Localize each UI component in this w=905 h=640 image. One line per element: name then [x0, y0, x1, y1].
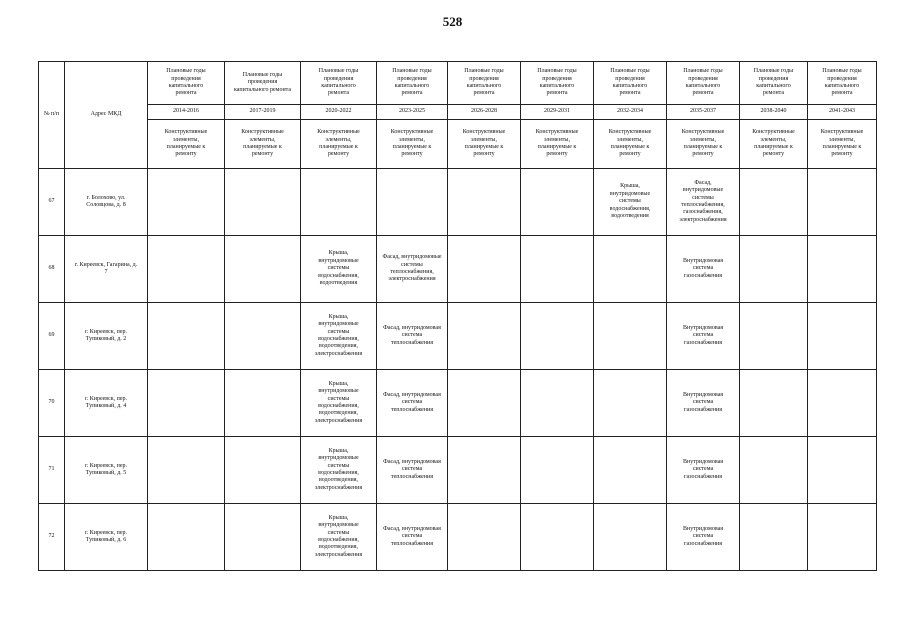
plan-years-header: Плановые годы проведения капитального ремонта	[464, 68, 504, 97]
repair-cell	[521, 303, 594, 370]
period-header: 2014-2016	[148, 105, 225, 120]
table-row	[39, 169, 877, 236]
repair-cell	[225, 236, 301, 303]
repair-cell	[808, 169, 877, 236]
repair-cell	[448, 236, 521, 303]
repair-cell	[594, 370, 667, 437]
repair-elements-text: Фасад, внутридомовая система теплоснабжения	[383, 458, 441, 480]
repair-cell	[301, 370, 377, 437]
repair-elements-text: Внутридомовая система газоснабжения	[682, 324, 724, 346]
repair-cell	[740, 303, 808, 370]
period-header: 2023-2025	[377, 105, 448, 120]
repair-elements-text: Фасад, внутридомовая система теплоснабжения	[383, 525, 441, 547]
repair-cell	[667, 370, 740, 437]
repair-elements-text: Крыша, внутридомовые системы водоснабжения, водоотведения	[609, 183, 651, 220]
address-text: г. Болохово, ул. Соловцова, д. 8	[86, 194, 126, 208]
row-address	[65, 504, 148, 571]
table-header	[39, 62, 877, 169]
repair-cell	[301, 437, 377, 504]
repair-cell	[301, 169, 377, 236]
repair-cell	[594, 169, 667, 236]
repair-elements-text: Крыша, внутридомовые системы водоснабжения, водоотведения, электроснабжения	[314, 514, 363, 558]
period-header: 2032-2034	[594, 105, 667, 120]
row-number: 69	[39, 303, 65, 370]
repair-cell	[448, 504, 521, 571]
repair-cell	[740, 370, 808, 437]
repair-cell	[301, 303, 377, 370]
repair-cell	[667, 236, 740, 303]
address-text: г. Киреевск, пер. Тупиковый, д. 2	[84, 328, 128, 342]
repair-cell	[448, 370, 521, 437]
repair-cell	[667, 303, 740, 370]
repair-cell	[448, 303, 521, 370]
repair-cell	[594, 236, 667, 303]
table-row	[39, 437, 877, 504]
repair-cell	[740, 437, 808, 504]
page-number: 528	[442, 14, 463, 29]
repair-elements-text: Фасад, внутридомовая система теплоснабжения	[383, 324, 441, 346]
plan-years-header: Плановые годы проведения капитального ремонта	[233, 71, 292, 93]
elements-header: Конструктивные элементы, планируемые к ремонту	[608, 129, 652, 158]
repair-cell	[225, 303, 301, 370]
repair-cell	[301, 236, 377, 303]
address-text: г. Киреевск, пер. Тупиковый, д. 4	[84, 395, 128, 409]
capital-repair-table	[38, 61, 877, 571]
plan-years-header: Плановые годы проведения капитального ремонта	[318, 68, 359, 97]
plan-years-header: Плановые годы проведения капитального ремонта	[392, 68, 432, 97]
elements-header: Конструктивные элементы, планируемые к ремонту	[820, 129, 864, 158]
repair-cell	[377, 370, 448, 437]
repair-cell	[148, 303, 225, 370]
elements-header: Конструктивные элементы, планируемые к ремонту	[752, 129, 795, 158]
repair-cell	[594, 303, 667, 370]
plan-years-header: Плановые годы проведения капитального ремонта	[822, 68, 862, 97]
repair-cell	[740, 169, 808, 236]
period-header: 2020-2022	[301, 105, 377, 120]
row-number: 70	[39, 370, 65, 437]
repair-cell	[148, 437, 225, 504]
period-header: 2035-2037	[667, 105, 740, 120]
repair-cell	[377, 437, 448, 504]
row-address	[65, 370, 148, 437]
table-row	[39, 303, 877, 370]
repair-cell	[594, 504, 667, 571]
repair-cell	[521, 437, 594, 504]
repair-cell	[148, 169, 225, 236]
repair-elements-text: Крыша, внутридомовые системы водоснабжения, водоотведения, электроснабжения	[314, 313, 363, 357]
row-address	[65, 169, 148, 236]
period-header: 2029-2031	[521, 105, 594, 120]
column-header-address: Адрес МКД	[65, 62, 148, 169]
repair-cell	[148, 504, 225, 571]
elements-header: Конструктивные элементы, планируемые к ремонту	[390, 129, 434, 158]
repair-elements-text: Крыша, внутридомовые системы водоснабжения, водоотведения, электроснабжения	[314, 447, 363, 491]
row-address	[65, 303, 148, 370]
address-text: г. Киреевск, пер. Тупиковый, д. 6	[84, 529, 128, 543]
table-row	[39, 236, 877, 303]
repair-elements-text: Внутридомовая система газоснабжения	[682, 458, 724, 480]
repair-cell	[448, 437, 521, 504]
elements-header: Конструктивные элементы, планируемые к ремонту	[241, 129, 284, 158]
repair-cell	[148, 370, 225, 437]
repair-elements-text: Фасад, внутридомовые системы теплоснабжения, электроснабжения	[382, 254, 442, 283]
plan-years-header: Плановые годы проведения капитального ремонта	[166, 68, 206, 97]
period-header: 2041-2043	[808, 105, 877, 120]
repair-cell	[808, 437, 877, 504]
repair-cell	[225, 437, 301, 504]
repair-cell	[225, 504, 301, 571]
repair-cell	[521, 370, 594, 437]
plan-years-header: Плановые годы проведения капитального ремонта	[537, 68, 577, 97]
plan-years-header: Плановые годы проведения капитального ремонта	[753, 68, 794, 97]
repair-cell	[301, 504, 377, 571]
table-body	[39, 169, 877, 571]
repair-cell	[521, 236, 594, 303]
row-number: 72	[39, 504, 65, 571]
repair-cell	[148, 236, 225, 303]
repair-cell	[667, 169, 740, 236]
table-row	[39, 504, 877, 571]
row-address	[65, 437, 148, 504]
repair-cell	[448, 169, 521, 236]
repair-cell	[225, 169, 301, 236]
table-row	[39, 370, 877, 437]
address-text: г. Киреевск, пер. Тупиковый, д. 5	[84, 462, 128, 476]
row-number: 68	[39, 236, 65, 303]
period-header: 2038-2040	[740, 105, 808, 120]
elements-header: Конструктивные элементы, планируемые к ремонту	[462, 129, 506, 158]
repair-elements-text: Внутридомовая система газоснабжения	[682, 391, 724, 413]
repair-cell	[808, 236, 877, 303]
row-address	[65, 236, 148, 303]
repair-cell	[667, 504, 740, 571]
repair-cell	[225, 370, 301, 437]
plan-years-header: Плановые годы проведения капитального ремонта	[610, 68, 650, 97]
row-number: 71	[39, 437, 65, 504]
elements-header: Конструктивные элементы, планируемые к ремонту	[535, 129, 579, 158]
repair-cell	[377, 236, 448, 303]
repair-cell	[740, 504, 808, 571]
repair-cell	[808, 370, 877, 437]
period-header: 2026-2028	[448, 105, 521, 120]
repair-elements-text: Фасад, внутридомовые системы теплоснабжения, газоснабжения, электроснабжения	[679, 179, 727, 223]
repair-elements-text: Внутридомовая система газоснабжения	[682, 525, 724, 547]
repair-cell	[377, 169, 448, 236]
repair-cell	[667, 437, 740, 504]
row-number: 67	[39, 169, 65, 236]
repair-cell	[740, 236, 808, 303]
repair-elements-text: Внутридомовая система газоснабжения	[682, 257, 724, 279]
address-text: г. Киреевск, Гагарина, д. 7	[74, 261, 138, 275]
elements-header: Конструктивные элементы, планируемые к ремонту	[681, 129, 725, 158]
elements-header: Конструктивные элементы, планируемые к ремонту	[317, 129, 360, 158]
period-header: 2017-2019	[225, 105, 301, 120]
repair-cell	[377, 504, 448, 571]
repair-cell	[521, 169, 594, 236]
repair-cell	[808, 303, 877, 370]
repair-cell	[521, 504, 594, 571]
column-header-number: № п/п	[39, 62, 65, 169]
plan-years-header: Плановые годы проведения капитального ремонта	[683, 68, 723, 97]
repair-cell	[594, 437, 667, 504]
repair-cell	[377, 303, 448, 370]
repair-elements-text: Крыша, внутридомовые системы водоснабжения, водоотведения	[318, 250, 359, 287]
repair-elements-text: Крыша, внутридомовые системы водоснабжения, водоотведения, электроснабжения	[314, 380, 363, 424]
elements-header: Конструктивные элементы, планируемые к ремонту	[164, 129, 208, 158]
repair-elements-text: Фасад, внутридомовая система теплоснабжения	[383, 391, 441, 413]
repair-cell	[808, 504, 877, 571]
